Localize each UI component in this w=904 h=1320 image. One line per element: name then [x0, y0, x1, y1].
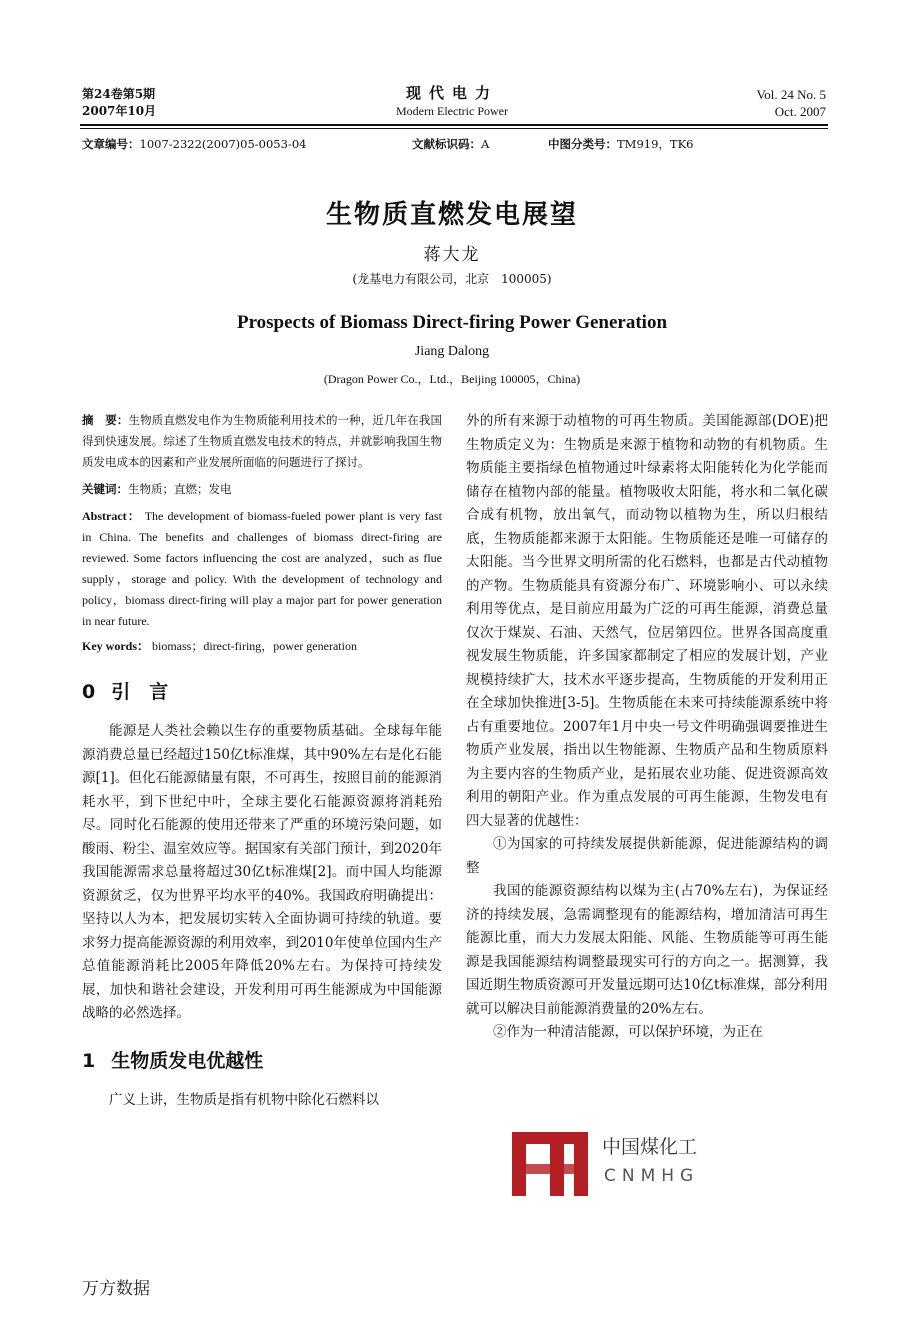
article-id-value: 1007-2322(2007)05-0053-04: [139, 137, 307, 151]
article-id-label: 文章编号：: [82, 137, 140, 151]
section-1-title: 生物质发电优越性: [111, 1049, 264, 1072]
right-paragraph-2: ①为国家的可持续发展提供新能源，促进能源结构的调整: [466, 836, 828, 876]
watermark-text-cn: 中国煤化工: [600, 1132, 699, 1159]
keywords-cn: [82, 479, 442, 500]
section-0-title: 引 言: [111, 681, 169, 703]
abstract-cn-text: 生物质直燃发电作为生物质能利用技术的一种，近几年在我国得到快速发展。综述了生物质直燃发电技术的特点，并就影响我国生物质发电成本的因素和产业发展所面临的问题进行了探讨。: [82, 413, 442, 469]
section-1-number: 1: [82, 1049, 96, 1072]
affiliation-en: (Dragon Power Co.，Ltd.，Beijing 100005，China): [323, 372, 581, 386]
right-paragraph-4: ②作为一种清洁能源，可以保护环境，为正在: [493, 1024, 763, 1040]
keywords-cn-label: 关键词：: [82, 482, 128, 496]
abstract-en-label: Abstract：: [82, 509, 141, 523]
abstract-cn-label: 摘 要：: [82, 413, 129, 427]
section-0-number: 0: [82, 681, 96, 703]
abstract-en-text: The development of biomass-fueled power plant is very fast in China. The benefits and challenges of biomass direct-firing are reviewed. Some factors influencing the cost are analyzed，such as flue supply，storage and policy. With the development of technology and policy，biomass direct-firing will play a major part for power generation in near future.: [82, 509, 442, 628]
section-0-heading: [82, 677, 442, 704]
header-rule: [80, 124, 828, 129]
abstract-cn: [82, 410, 442, 473]
class-number: [548, 136, 693, 152]
class-number-value: TM919，TK6: [617, 137, 694, 151]
header-vol-date: Oct. 2007: [774, 104, 826, 119]
journal-name-cn: 现代电力: [405, 84, 498, 102]
header-vol-en: [757, 86, 826, 120]
title-en: Prospects of Biomass Direct-firing Power Generation: [236, 312, 668, 333]
title-cn: 生物质直燃发电展望: [325, 200, 578, 230]
header-volume: 第24卷第5期: [82, 87, 156, 101]
keywords-en-label: Key words：: [82, 639, 149, 653]
doc-code-value: A: [481, 137, 490, 151]
section-1-heading: [82, 1046, 442, 1073]
section-1-paragraph: 广义上讲，生物质是指有机物中除化石燃料以: [109, 1091, 379, 1108]
article-id: [82, 136, 412, 152]
header-vol-number: Vol. 24 No. 5: [756, 87, 826, 102]
watermark-logo-icon: [508, 1128, 592, 1200]
article-info: [82, 136, 693, 152]
doc-code: [412, 136, 548, 152]
author-en: Jiang Dalong: [414, 344, 490, 359]
left-column: [82, 410, 442, 1112]
journal-name-en: Modern Electric Power: [396, 104, 508, 118]
section-0-paragraph: 能源是人类社会赖以生存的重要物质基础。全球每年能源消费总量已经超过150亿t标准煤，其中90%左右是化石能源[1]。但化石能源储量有限，不可再生，按照目前的能源消耗水平，到下世纪中叶，全球主要化石能源资源将消耗殆尽。同时化石能源的使用还带来了严重的环境污染问题，如酸雨、粉尘、温室效应等。据国家有关部门预计，到2020年我国能源需求总量将超过30亿t标准煤[2]。而中国人均能源资源贫乏，仅为世界平均水平的40%。我国政府明确提出：坚持以人为本，把发展切实转入全面协调可持续的轨道。要求努力提高能源资源的利用效率，到2010年使单位国内生产总值能源消耗比2005年降低20%左右。为保持可持续发展，加快和谐社会建设，开发利用可再生能源成为中国能源战略的必然选择。: [82, 723, 442, 1021]
author-cn: 蒋大龙: [423, 245, 481, 265]
affiliation-cn: (龙基电力有限公司，北京 100005): [352, 272, 552, 286]
class-number-label: 中图分类号：: [548, 137, 617, 151]
watermark-text-en: CNMHG: [604, 1166, 700, 1186]
header-date: 2007年10月: [82, 104, 157, 118]
abstract-en: [82, 506, 442, 632]
footer-source: 万方数据: [82, 1279, 150, 1299]
keywords-en-text: biomass；direct-firing，power generation: [152, 639, 357, 653]
right-paragraph-1: 外的所有来源于动植物的可再生物质。美国能源部(DOE)把生物质定义为：生物质是来源于植物和动物的有机物质。生物质能主要指绿色植物通过叶绿素将太阳能转化为化学能而储存在植物内部的能量。植物吸收太阳能，将水和二氧化碳合成有机物，放出氧气，而动物以植物为生，所以归根结底，生物质能都来源于太阳能。生物质能还是唯一可储存的太阳能。当今世界文明所需的化石燃料，也都是古代动植物的产物。生物质能具有资源分布广、环境影响小、可以永续利用等优点，是目前应用最为广泛的可再生能源，消费总量仅次于煤炭、石油、天然气，位居第四位。世界各国高度重视发展生物质能，许多国家都制定了相应的发展计划，产业规模持续扩大，技术水平逐步提高，生物质能的开发利用正在全球加快推进[3-5]。生物质能在未来可持续能源系统中将占有重要地位。2007年1月中央一号文件明确强调要推进生物质产业发展，指出以生物能源、生物质产品和生物质原料为主要内容的生物质产业，是拓展农业功能、促进资源高效利用的朝阳产业。作为重点发展的可再生能源，生物发电有四大显著的优越性：: [466, 413, 828, 829]
right-column: [466, 410, 828, 1045]
doc-code-label: 文献标识码：: [412, 137, 481, 151]
keywords-en: [82, 636, 442, 657]
keywords-cn-text: 生物质；直燃；发电: [128, 482, 232, 496]
watermark: [508, 1128, 838, 1200]
right-paragraph-3: 我国的能源资源结构以煤为主(占70%左右)，为保证经济的持续发展，急需调整现有的能源结构，增加清洁可再生能源比重，而大力发展太阳能、风能、生物质能等可再生能源是我国能源结构调整最现实可行的方向之一。据测算，我国近期生物质资源可开发量远期可达10亿t标准煤，部分利用就可以解决目前能源消费量的20%左右。: [466, 883, 828, 1017]
